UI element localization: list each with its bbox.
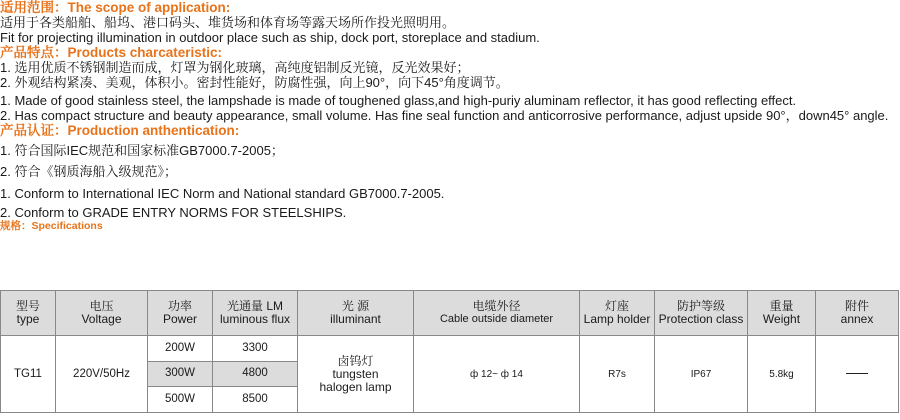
authentication-heading: 产品认证：Production anthentication: bbox=[0, 123, 240, 138]
scope-heading: 适用范围：The scope of application: bbox=[0, 0, 231, 15]
characteristic-heading: 产品特点：Products charcateristic: bbox=[0, 45, 223, 60]
characteristic-en-1: 1. Made of good stainless steel, the lampshade is made of toughened glass,and high-puriy aluminam reflector, it has good reflecting effect. bbox=[0, 93, 797, 108]
col-header-protection: 防护等级 Protection class bbox=[655, 291, 748, 336]
scope-cn: 适用于各类船舶、船坞、港口码头、堆货场和体育场等露天场所作投光照明用。 bbox=[0, 15, 456, 30]
power-cell: 200W bbox=[148, 336, 213, 362]
annex-dash bbox=[846, 373, 868, 374]
voltage-cell: 220V/50Hz bbox=[56, 336, 148, 413]
flux-cell: 4800 bbox=[213, 361, 298, 387]
protection-cell: IP67 bbox=[655, 336, 748, 413]
flux-cell: 3300 bbox=[213, 336, 298, 362]
weight-cell: 5.8kg bbox=[748, 336, 816, 413]
col-header-holder: 灯座 Lamp holder bbox=[580, 291, 655, 336]
col-header-illuminant: 光 源 illuminant bbox=[298, 291, 414, 336]
authentication-en-1: 1. Conform to International IEC Norm and National standard GB7000.7-2005. bbox=[0, 186, 445, 201]
holder-cell: R7s bbox=[580, 336, 655, 413]
col-header-cable: 电缆外径 Cable outside diameter bbox=[414, 291, 580, 336]
cable-cell: ф 12~ ф 14 bbox=[414, 336, 580, 413]
characteristic-en-2: 2. Has compact structure and beauty appearance, small volume. Has fine seal function and anticorrosive performance, adjust upside 90°，down45° angle. bbox=[0, 108, 889, 123]
illuminant-cell: 卤钨灯 tungsten halogen lamp bbox=[298, 336, 414, 413]
table-row bbox=[1, 336, 899, 362]
col-header-weight: 重量 Weight bbox=[748, 291, 816, 336]
authentication-cn-2: 2. 符合《钢质海船入级规范》； bbox=[0, 164, 177, 179]
power-cell: 300W bbox=[148, 361, 213, 387]
type-cell: TG11 bbox=[1, 336, 56, 413]
col-header-voltage: 电压 Voltage bbox=[56, 291, 148, 336]
characteristic-cn-2: 2. 外观结构紧凑、美观，体积小。密封性能好，防腐性强，向上90°，向下45°角度调节。 bbox=[0, 75, 509, 90]
flux-cell: 8500 bbox=[213, 387, 298, 413]
characteristic-cn-1: 1. 选用优质不锈钢制造而成，灯罩为钢化玻璃，高纯度铝制反光镜，反光效果好； bbox=[0, 60, 470, 75]
col-header-flux: 光通量 LM luminous flux bbox=[213, 291, 298, 336]
scope-en: Fit for projecting illumination in outdoor place such as ship, dock port, storeplace and stadium. bbox=[0, 30, 540, 45]
spec-header-row bbox=[1, 291, 899, 336]
col-header-power: 功率 Power bbox=[148, 291, 213, 336]
col-header-type: 型号 type bbox=[1, 291, 56, 336]
col-header-annex: 附件 annex bbox=[816, 291, 899, 336]
power-cell: 500W bbox=[148, 387, 213, 413]
annex-cell bbox=[816, 336, 899, 413]
spec-table bbox=[0, 290, 899, 413]
authentication-cn-1: 1. 符合国际IEC规范和国家标准GB7000.7-2005； bbox=[0, 143, 284, 158]
specifications-heading: 规格：Specifications bbox=[0, 220, 103, 232]
authentication-en-2: 2. Conform to GRADE ENTRY NORMS FOR STEELSHIPS. bbox=[0, 205, 347, 220]
